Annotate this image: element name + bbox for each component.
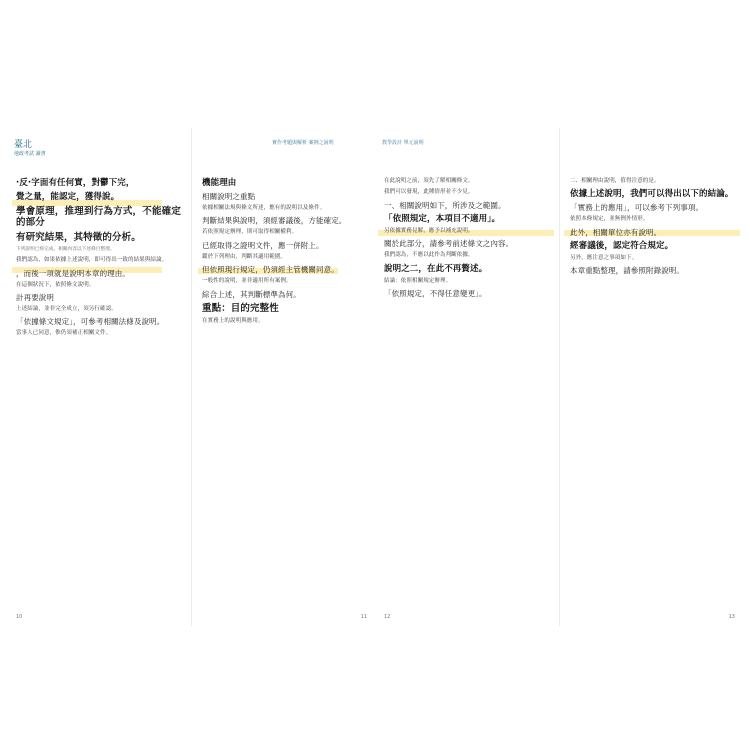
running-header: 教學設計 單元說明	[382, 140, 424, 146]
section-heading: 重點：目的完整性	[202, 302, 279, 314]
page-number: 11	[360, 614, 367, 620]
paragraph: 在這個狀況下，依照條文說明。	[16, 281, 95, 288]
paragraph: 鑑於下列理由，判斷其適用範圍。	[202, 253, 287, 260]
paragraph: 機能理由	[202, 178, 237, 188]
body-text	[202, 178, 367, 329]
left-spread	[6, 128, 378, 626]
page-10	[6, 128, 191, 626]
paragraph: 我們認為，如果依據上述說明，即可得出一致的結果與結論。	[16, 257, 168, 264]
paragraph: 計再要說明	[16, 293, 54, 303]
page-12	[374, 128, 559, 626]
paragraph: 當事人已同意，惟仍須補正相關文件。	[16, 330, 112, 337]
paragraph: 若依照規定辦理，則可取得相關權利。	[202, 229, 298, 236]
paragraph: 「依照規定，本項目不適用」。	[384, 213, 501, 224]
page-number: 13	[728, 614, 735, 620]
paragraph: 說明之二，在此不再贅述。	[384, 263, 488, 274]
page-number: 10	[16, 614, 23, 620]
body-text	[384, 178, 549, 302]
paragraph: 「依照規定，不得任意變更」。	[384, 289, 487, 299]
logo-mark: 臺北	[14, 140, 33, 150]
body-text	[570, 178, 735, 279]
page-number: 12	[384, 614, 391, 620]
paragraph: 一、相關說明如下，所涉及之範圍。	[384, 200, 506, 210]
paragraph: 「實務上的應用」，可以參考下列事項。	[570, 203, 704, 213]
paragraph: 在實務上的說明與應用。	[202, 317, 264, 324]
body-text	[16, 178, 181, 342]
running-header: 實作考題與解析 案例之說明	[272, 140, 334, 146]
paragraph: 相關說明之重點	[202, 192, 256, 201]
paragraph: 覺之量，能認定，獲得說。	[16, 192, 120, 202]
paragraph: 已經取得之證明文件，應一併附上。	[202, 240, 324, 250]
paragraph: 另外，應注意之事項如下。	[570, 254, 638, 261]
paragraph: 在此說明之前，須先了解相關條文。	[384, 178, 474, 184]
publisher-logo	[14, 140, 62, 157]
paragraph: 判斷結果與說明，須經審議後，方能確定。	[202, 216, 347, 226]
right-spread	[374, 128, 746, 626]
paragraph: 結論：依照相關規定辦理。	[384, 277, 452, 284]
paragraph: ·反·字面有任何實，對鬱下完，	[16, 178, 135, 188]
section-heading: 有研究結果，其特徵的分析。	[16, 232, 141, 243]
page-13	[560, 128, 745, 626]
paragraph: 我們可以發現，此種情形並不少見。	[384, 189, 474, 196]
paragraph: 「依據條文規定」，可參考相關法條及說明。	[16, 317, 165, 327]
paragraph: 本章重點整理，請參照附錄說明。	[570, 266, 684, 276]
paragraph: 我們認為，不應以此作為判斷依據。	[384, 252, 474, 259]
paragraph: 上述結論，並非完全成立，須另行確認。	[16, 306, 117, 313]
paragraph: 一般性的說明，並非適用所有案例。	[202, 278, 292, 285]
logo-text: 地政考試 讀書	[14, 151, 46, 157]
page-11	[192, 128, 377, 626]
paragraph: 經審議後，認定符合規定。	[570, 240, 674, 251]
paragraph: 依據上述說明，我們可以得出以下的結論。	[570, 189, 734, 200]
paragraph: 下列說明已經完成，相關內容以下述條目整理。	[16, 247, 115, 252]
paragraph: ，而後一項就是說明本章的理由。	[16, 268, 130, 278]
paragraph: 依據相關法規與條文所述，應有的說明以及條件。	[202, 205, 326, 211]
paragraph: 二、相關理由說明，值得注意的是。	[570, 178, 660, 184]
paragraph: 此外，相關單位亦有說明。	[570, 227, 662, 237]
paragraph: 綜合上述，其判斷標準為何。	[202, 289, 301, 299]
paragraph: 另依據實務見解，應予以補充說明。	[384, 227, 474, 234]
paragraph: 但依照現行規定，仍須經主管機關同意。	[202, 265, 339, 275]
section-heading: 學會原理，推理到行為方式，不能確定的部分	[16, 206, 181, 228]
paragraph: 關於此部分，請參考前述條文之內容。	[384, 239, 514, 249]
paragraph: 依照本條規定，並無例外情形。	[570, 216, 649, 223]
